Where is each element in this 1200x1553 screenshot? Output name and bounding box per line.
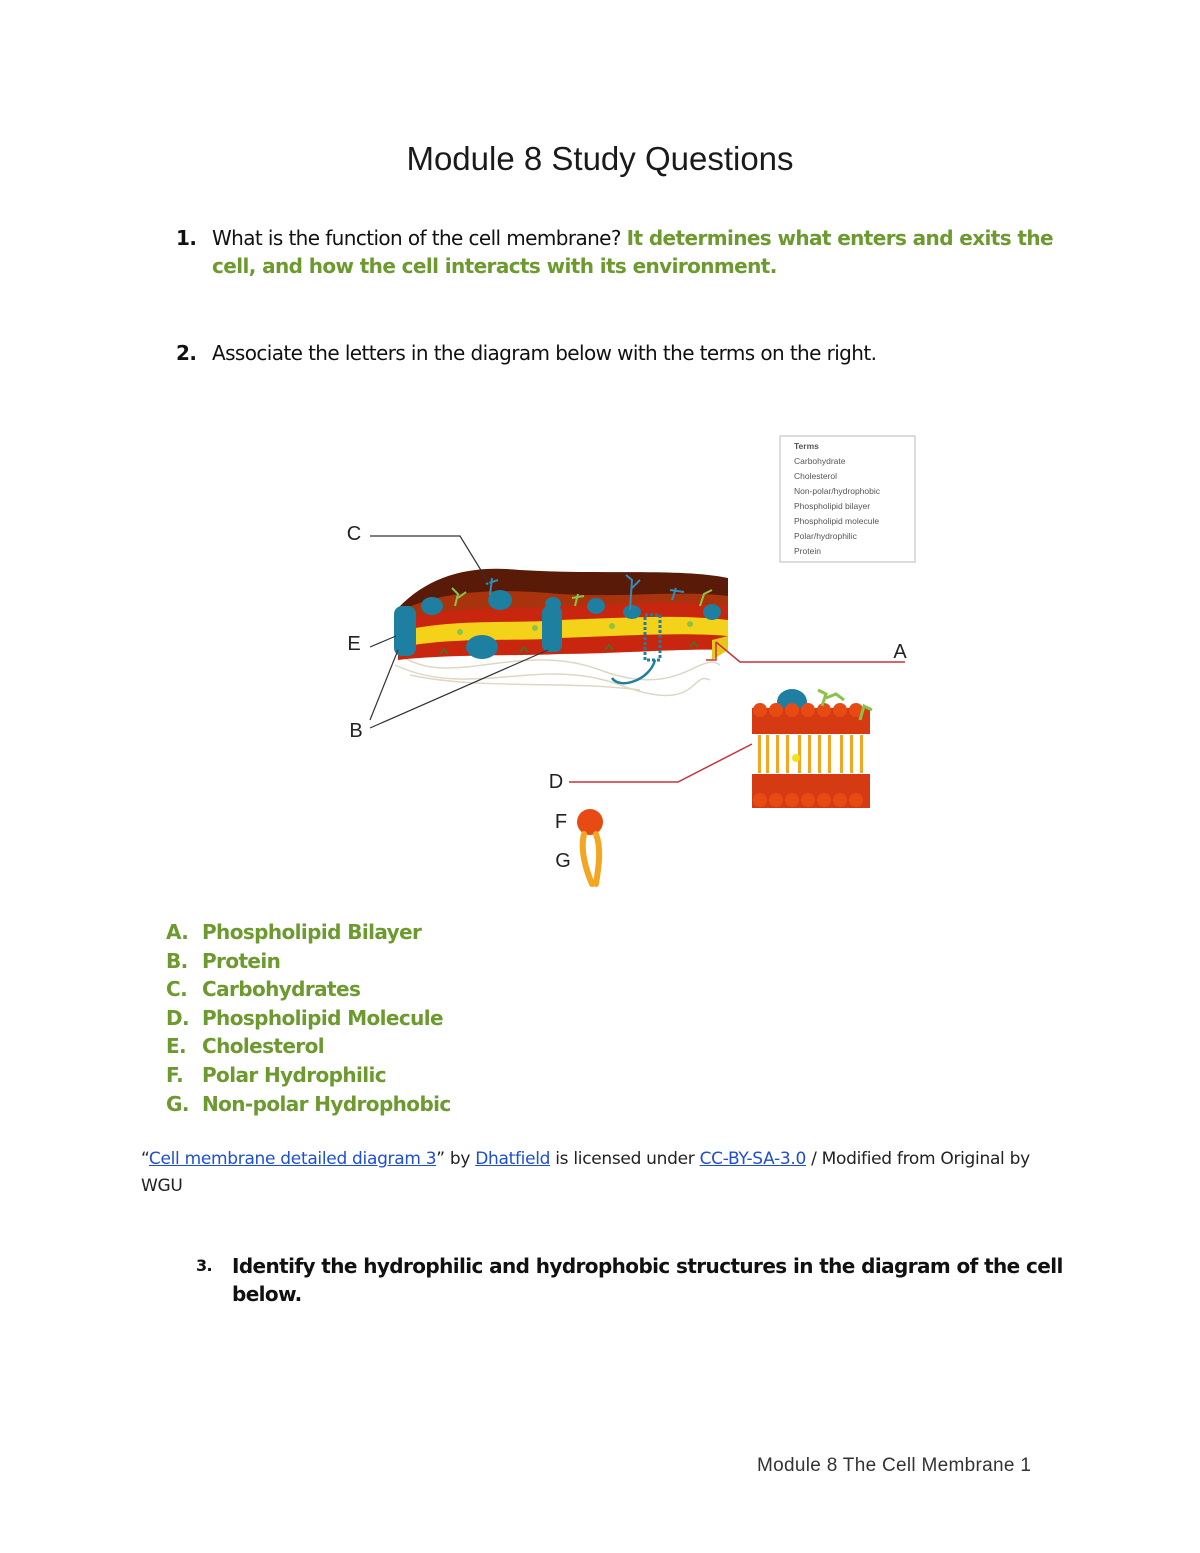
diagram-label-e: E <box>347 633 361 655</box>
terms-box <box>780 436 915 562</box>
cell-membrane-diagram <box>300 420 950 900</box>
question-3 <box>196 1252 1132 1308</box>
terms-item: Cholesterol <box>794 471 837 481</box>
diagram-label-g: G <box>555 850 571 872</box>
question-number: 3. <box>196 1256 213 1275</box>
author-link[interactable]: Dhatfield <box>475 1149 551 1169</box>
question-1 <box>176 224 1092 280</box>
question-number: 2. <box>176 341 197 365</box>
question-text: Associate the letters in the diagram below with the terms on the right. <box>212 341 877 365</box>
list-item: C. Carbohydrates <box>166 977 361 1002</box>
terms-item: Non-polar/hydrophobic <box>794 486 880 496</box>
diagram-label-f: F <box>554 811 568 833</box>
list-item: E. Cholesterol <box>166 1034 324 1059</box>
list-item: D. Phospholipid Molecule <box>166 1005 443 1030</box>
question-text: What is the function of the cell membrane? <box>212 226 621 250</box>
terms-item: Carbohydrate <box>794 456 846 466</box>
terms-item: Phospholipid molecule <box>794 516 880 526</box>
bilayer-inset <box>752 689 872 808</box>
diagram-label-c: C <box>346 523 362 545</box>
question-text: Identify the hydrophilic and hydrophobic structures in the diagram of the cell below. <box>232 1254 1063 1306</box>
diagram-label-d: D <box>548 771 564 793</box>
terms-item: Polar/hydrophilic <box>794 531 857 541</box>
page-title: Module 8 Study Questions <box>406 140 794 177</box>
image-credit: “Cell membrane detailed diagram 3” by Dhatfield is licensed under CC-BY-SA-3.0 / Modified from Original by WGU <box>141 1149 1030 1196</box>
membrane-slab <box>394 569 728 696</box>
page-footer: Module 8 The Cell Membrane 1 <box>757 1455 1032 1476</box>
list-item: A. Phospholipid Bilayer <box>166 920 422 944</box>
list-item: G. Non-polar Hydrophobic <box>166 1091 451 1116</box>
list-item: F. Polar Hydrophilic <box>166 1062 387 1087</box>
diagram-label-a: A <box>893 641 907 663</box>
phospholipid-molecule <box>577 809 603 884</box>
answer-text: It determines what enters and exits the cell, and how the cell interacts with its environment. <box>212 226 1053 278</box>
diagram-label-b: B <box>349 720 363 742</box>
license-link[interactable]: CC-BY-SA-3.0 <box>699 1149 807 1169</box>
diagram-source-link[interactable]: Cell membrane detailed diagram 3 <box>148 1149 437 1169</box>
terms-heading: Terms <box>794 441 819 451</box>
answer-list <box>166 918 451 1118</box>
terms-item: Phospholipid bilayer <box>794 501 871 511</box>
terms-item: Protein <box>794 546 821 556</box>
list-item: B. Protein <box>166 948 281 973</box>
question-number: 1. <box>176 226 197 250</box>
question-2 <box>176 339 1092 367</box>
